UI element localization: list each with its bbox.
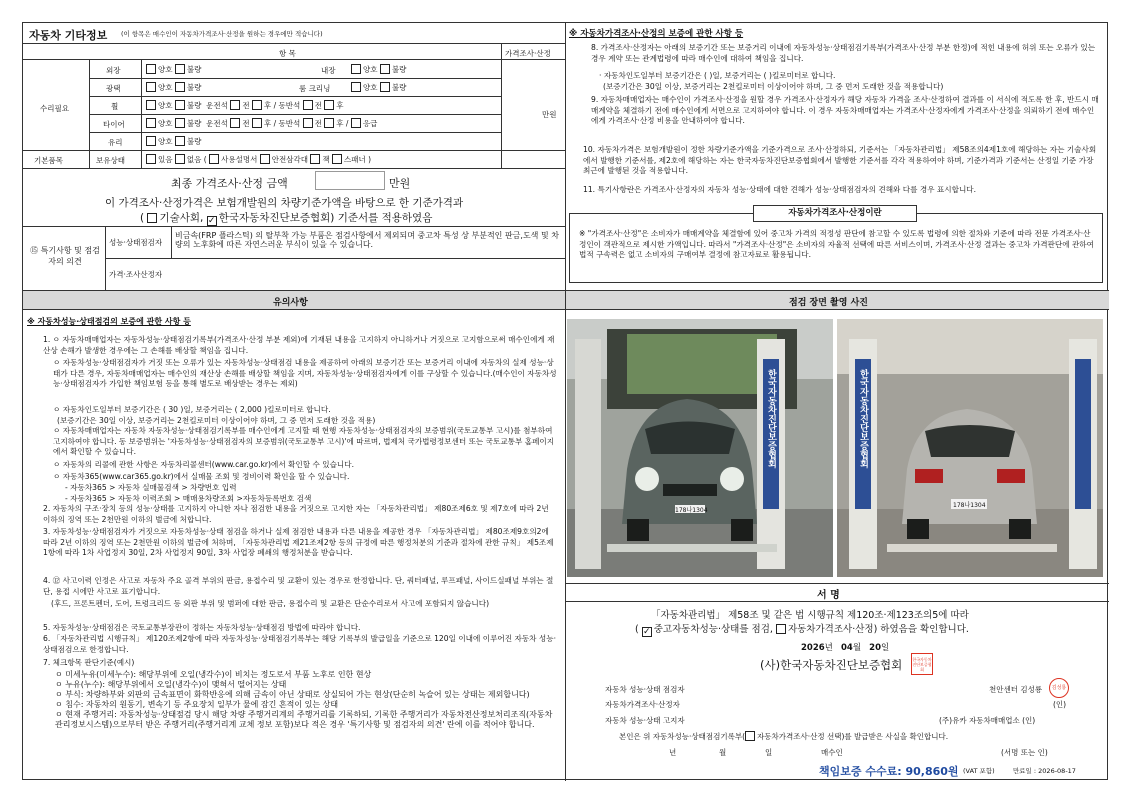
price-guarantee-title: ※ 자동차가격조사·산정의 보증에 관한 사항 등 <box>569 29 744 39</box>
sign-line-1: 「자동차관리법」 제58조 및 같은 법 시행규칙 제120조·제123조의5에 따라 <box>651 610 969 621</box>
basic-items-options: 있음 없음 ( 사용설명서 안전삼각대 잭 스패너 ) <box>146 154 371 165</box>
checkbox[interactable] <box>146 136 156 146</box>
note-7b: ㅇ 누유(누수): 해당부위에서 오일(냉각수)이 맺혀서 떨어지는 상태 <box>55 680 287 689</box>
checkbox[interactable] <box>351 64 361 74</box>
row-wheel-options: 양호 불량 운전석 전 후 / 동반석 전 후 <box>146 100 344 111</box>
final-price-label: 최종 가격조사·산정 금액 <box>171 177 288 190</box>
checkbox[interactable] <box>745 731 755 741</box>
row-exterior-options: 양호 불량 <box>146 64 201 75</box>
note-1b: ㅇ 자동차성능·상태점검자가 거짓 또는 오류가 있는 자동차성능·상태점검 내용을 제공하여 아래의 보증기간 또는 보증거리 이내에 자동차의 실제 성능·상태가 다른 경우, 자동차매매업자는 매수인의 재산상 손해를 배상할 책임을 지며, 자동차성능·상태점검자에게 이를 구상할 수 있습니다.(매수인이 자동차성능·상태점검자가 가입한 책임보험 등을 통해 별도로 배상받는 경우는 제외) <box>53 358 557 388</box>
r5-buyer: 매수인 <box>821 748 843 757</box>
checkbox[interactable] <box>209 154 219 164</box>
row-room-cleaning-options: 양호 불량 <box>351 82 406 93</box>
inspector-label: 성능·상태점검자 <box>109 238 163 247</box>
row-gloss-label: 광택 <box>106 84 121 93</box>
keep-state-label: 보유상태 <box>96 156 125 165</box>
note-1h: - 자동차365 > 자동차 실매물검색 > 차량번호 입력 <box>65 483 237 492</box>
r5-day: 일 <box>765 748 773 757</box>
checkbox[interactable] <box>310 154 320 164</box>
notes-title: ※ 자동차성능·상태점검의 보증에 관한 사항 등 <box>27 317 191 326</box>
inspection-photo-rear <box>837 319 1103 577</box>
car-front-photo-art <box>567 319 833 577</box>
price-definition-text: ※ "가격조사·산정"은 소비자가 매매계약을 체결함에 있어 중고차 가격의 적정성 판단에 참고할 수 있도록 법령에 의한 절차와 기준에 따라 전문 가격조사·산정인이 객관적으로 제시한 가액입니다. 따라서 "가격조사·산정"은 소비자의 자율적 선택에 따른 서비스이며, 가격조사·산정 결과는 중고차 가격판단에 관하여 법적 구속력은 없고 소비자의 구매여부 결정에 참고자료로 활용됩니다. <box>579 229 1094 259</box>
signature-header: 서 명 <box>817 590 840 601</box>
note-5: 5. 자동차성능·상태점검은 국토교통부장관이 정하는 자동차성능·상태점검 방법에 따라야 합니다. <box>43 623 361 632</box>
checkbox[interactable] <box>324 118 334 128</box>
note-1f: ㅇ 자동차의 리콜에 관한 사항은 자동차리콜센터(www.car.go.kr)에서 확인할 수 있습니다. <box>53 460 354 469</box>
plate-front: 178나1304 <box>675 507 708 514</box>
standard-line-1: 이 가격조사·산정가격은 보험개발원의 차량기준가액을 바탕으로 한 기준가격과 <box>105 197 464 209</box>
price-inspector-label: 가격·조사산정자 <box>109 270 163 279</box>
row-glass-options: 양호 불량 <box>146 136 201 147</box>
note-6: 6. 「자동차관리법 시행규칙」 제120조제2항에 따라 자동차성능·상태점검기록부는 해당 기록부의 발급일을 기준으로 120일 이내에 이루어진 자동차 성능·상태점검으로 한정합니다. <box>43 634 556 654</box>
checkbox[interactable] <box>230 118 240 128</box>
note-1d: (보증기간은 30일 이상, 보증거리는 2천킬로미터 이상이어야 하며, 그 중 먼저 도래한 것을 적용) <box>57 416 376 425</box>
sign-date: 2026년 04월 20일 <box>801 643 890 653</box>
final-price-input[interactable] <box>315 171 385 190</box>
note-7: 7. 체크항목 판단기준(예시) <box>43 658 135 667</box>
r5-month: 월 <box>719 748 727 757</box>
row-exterior-label: 외장 <box>106 66 121 75</box>
r5-year: 년 <box>669 748 677 757</box>
note-7d: ㅇ 침수: 자동차의 원동기, 변속기 등 주요장치 일부가 물에 잠긴 흔적이 있는 상태 <box>55 700 339 709</box>
note-1c: ㅇ 자동차인도일부터 보증기간은 ( 30 )일, 보증거리는 ( 2,000 )킬로미터로 합니다. <box>53 405 331 414</box>
org-stamp: 한국자동차진단보증협회 <box>911 653 933 675</box>
final-price-unit: 만원 <box>389 177 411 190</box>
car-rear-photo-art <box>837 319 1103 577</box>
price-item-8b: · 자동차인도일부터 보증기간은 ( )일, 보증거리는 ( )킬로미터로 합니다. <box>599 71 836 80</box>
price-item-8: 8. 가격조사·산정자는 아래의 보증기간 또는 보증거리 이내에 자동차성능·상태점검기록부(가격조사·산정 부분 한정)에 적힌 내용에 허위 또는 오류가 있는 경우 계약 또는 관계법령에 따라 매수인에 대하여 책임을 집니다. <box>591 43 1096 63</box>
r5-sign: (서명 또는 인) <box>1001 748 1048 757</box>
note-4b: (후드, 프론트펜더, 도어, 트렁크리드 등 외판 부위 및 범퍼에 대한 판금, 용접수리 및 교환은 단순수리로서 사고에 포함되지 않습니다) <box>51 599 490 608</box>
checkbox[interactable] <box>776 624 786 634</box>
inspection-photo-front <box>567 319 833 577</box>
note-1a: 1. ㅇ 자동차매매업자는 자동차성능·상태점검기록부(가격조사·산정 부분 제외)에 기재된 내용을 고지하지 아니하거나 거짓으로 고지함으로써 매수인에게 재산상 손해가 발생한 경우에는 그 손해를 배상할 책임을 집니다. <box>43 335 555 355</box>
row-gloss-options: 양호 불량 <box>146 82 201 93</box>
note-7c: ㅇ 부식: 차량하부와 외판의 금속표면이 화학반응에 의해 금속이 아닌 상태로 상실되어 가는 현상(단순히 녹슬어 있는 상태는 제외합니다) <box>55 690 530 699</box>
checkbox[interactable] <box>380 64 390 74</box>
checkbox[interactable] <box>351 82 361 92</box>
checkbox[interactable] <box>175 82 185 92</box>
checkbox-checked[interactable] <box>207 216 217 226</box>
checkbox[interactable] <box>252 118 262 128</box>
row-tire-label: 타이어 <box>103 120 125 129</box>
note-4: 4. ⑫ 사고이력 인정은 사고로 자동차 주요 골격 부위의 판금, 용접수리 및 교환이 있는 경우로 한정합니다. 단, 쿼터패널, 루프패널, 사이드실패널 부위는 절단, 용접 시에만 사고로 표기합니다. <box>43 576 554 596</box>
r2-label: 자동차가격조사·산정자 <box>605 700 680 709</box>
checkbox[interactable] <box>175 136 185 146</box>
note-7a: ㅇ 미세누유(미세누수): 해당부위에 오일(냉각수)이 비치는 정도로서 부품 노후로 인한 현상 <box>55 670 372 679</box>
checkbox[interactable] <box>351 118 361 128</box>
repair-needed-label: 수리필요 <box>40 104 69 113</box>
banner-text-left: 한국자동차진단보증협회 <box>766 369 776 468</box>
basic-items-label: 기본품목 <box>34 156 63 165</box>
checkbox[interactable] <box>147 213 157 223</box>
special-opinion-label: ⑮ 특기사항 및 점검자의 의견 <box>30 246 100 266</box>
checkbox[interactable] <box>260 154 270 164</box>
manwon-unit: 만원 <box>542 110 557 119</box>
price-definition-title: 자동차가격조사·산정이란 <box>753 205 917 222</box>
checkbox[interactable] <box>175 64 185 74</box>
row-room-cleaning-label: 룸 크리닝 <box>299 84 331 93</box>
checkbox[interactable] <box>146 82 156 92</box>
inspector-note: 비금속(FRP 플라스틱) 의 탈부착 가능 부품은 점검사항에서 제외되며 중고차 특성 상 부분적인 판금,도색 및 차량의 노후화에 따른 자연스러운 부식이 있을 수 있습니다. <box>175 231 559 249</box>
checkbox[interactable] <box>332 154 342 164</box>
note-2: 2. 자동차의 구조·장치 등의 성능·상태를 고지하지 아니한 자나 점검한 내용을 거짓으로 고지한 자는 「자동차관리법」 제80조제6호 및 제7호에 따라 2년 이하의 징역 또는 2천만원 이하의 벌금에 처합니다. <box>43 504 549 524</box>
standard-line-2: ( 기술사회, ✓ 한국자동차진단보증협회) 기준서를 적용하였음 <box>140 210 432 226</box>
row-interior-label: 내장 <box>321 66 336 75</box>
fee-label: 책임보증 수수료: 90,860원 <box>819 765 959 778</box>
checkbox[interactable] <box>175 100 185 110</box>
price-item-11: 11. 특기사항란은 가격조사·산정자의 자동차 성능·상태에 대한 견해가 성능·상태점검자의 견해와 다를 경우 표시합니다. <box>583 185 977 194</box>
checkbox[interactable] <box>146 64 156 74</box>
r4-text: 본인은 위 자동차성능·상태점검기록부( 자동차가격조사·산정 선택)를 발급받은 사실을 확인합니다. <box>619 732 949 741</box>
other-info-title: 자동차 기타정보 <box>29 29 108 42</box>
banner-text-right: 한국자동차진단보증협회 <box>858 369 868 468</box>
checkbox[interactable] <box>230 100 240 110</box>
r1-value: 천안센터 김성룡 <box>989 685 1043 694</box>
r3-label: 자동차 성능·상태 고지자 <box>605 716 685 725</box>
row-glass-label: 유리 <box>108 138 123 147</box>
checkbox[interactable] <box>146 100 156 110</box>
checkbox[interactable] <box>146 154 156 164</box>
inspector-seal: 김성룡 <box>1049 678 1069 698</box>
row-interior-options: 양호 불량 <box>351 64 406 75</box>
checkbox[interactable] <box>175 118 185 128</box>
note-3: 3. 자동차성능·상태점검자가 거짓으로 자동차성능·상태 점검을 하거나 실제 점검한 내용과 다른 내용을 제공한 경우 「자동차관리법」 제80조제9호의2에 따라 2년 이하의 징역 또는 2천만원 이하의 벌금에 처하며, 「자동차관리법 제21조제2항 등의 규정에 따른 행정처분의 기준과 절차에 관한 규칙」 제5조제1항에 따라 1차 사업정지 30일, 2차 사업정지 90일, 3차 사업장 폐쇄의 행정처분을 받습니다. <box>43 527 554 557</box>
plate-rear: 178나1304 <box>953 502 986 509</box>
note-1i: - 자동차365 > 자동차 이력조회 > 매매용차량조회 >자동차등록번호 검색 <box>65 494 312 503</box>
checkbox[interactable] <box>303 100 313 110</box>
r1-label: 자동차 성능·상태 점검자 <box>605 685 685 694</box>
row-wheel-label: 휠 <box>111 102 119 111</box>
checkbox[interactable] <box>146 118 156 128</box>
fee-vat: (VAT 포함) <box>963 767 995 775</box>
r3-value: (주)유카 자동차매매업소 (인) <box>939 716 1036 725</box>
col-item-header: 항 목 <box>279 49 296 58</box>
col-price-header: 가격조사·산정 <box>505 49 551 58</box>
note-7e: ㅇ 현재 주행거리: 자동차성능·상태점검 당시 해당 차량 주행거리계의 주행거리를 기록하되, 기록한 주행거리가 자동차전산정보처리조직(자동차관리정보시스템)으로부터 받은 주행거리(주행거리계 교체 정보 포함)보다 적은 경우 '특기사항 및 점검자의 의견' 란에 이를 적어야 합니다. <box>55 710 553 729</box>
row-tire-options: 양호 불량 운전석 전 후 / 동반석 전 후 / 응급 <box>146 118 377 129</box>
photo-header: 점검 장면 촬영 사진 <box>789 298 868 308</box>
note-1g: ㅇ 자동차365(www.car365.go.kr)에서 실매물 조회 및 정비이력 확인을 할 수 있습니다. <box>53 472 350 481</box>
r2-value: (인) <box>1053 700 1067 709</box>
sign-org: (사)한국자동차진단보증협회 <box>760 658 903 672</box>
checkbox[interactable] <box>252 100 262 110</box>
inspection-form-page <box>22 22 1108 780</box>
notes-header: 유의사항 <box>273 298 308 308</box>
fee-expire: 만료일 : 2026-08-17 <box>1013 767 1076 775</box>
price-item-9: 9. 자동차매매업자는 매수인이 가격조사·산정을 원할 경우 가격조사·산정자가 해당 자동차 가격을 조사·산정하여 결과를 이 서식에 적도록 한 후, 반드시 매매계약을 체결하기 전에 매수인에게 서면으로 고지하여야 합니다. 이 경우 자동차매매업자는 가격조사·산정자에게 가격조사·산정을 의뢰하기 전에 매수인에게 가격조사·산정 비용을 안내하여야 합니다. <box>591 95 1099 125</box>
checkbox[interactable] <box>380 82 390 92</box>
checkbox[interactable] <box>303 118 313 128</box>
note-1e: ㅇ 자동차매매업자는 자동차 자동차성능·상태점검기록부를 매수인에게 고지할 때 현행 자동차성능·상태점검자의 보증범위(국토교통부 고시)를 첨부하여 고지하여야 합니다. 동 보증범위는 '자동차성능·상태점검자의 보증범위(국토교통부 고시)'에 따르며, 법제처 국가법령정보센터 또는 국토교통부 홈페이지에서 확인할 수 있습니다. <box>53 426 555 456</box>
sign-line-2: ( ✓중고자동차성능·상태를 점검, 자동차가격조사·산정) 하였음을 확인합니다. <box>635 621 969 637</box>
checkbox[interactable] <box>175 154 185 164</box>
checkbox-checked[interactable] <box>642 627 652 637</box>
checkbox[interactable] <box>324 100 334 110</box>
other-info-note: (이 항목은 매수인이 자동차가격조사·산정을 원하는 경우에만 적습니다) <box>121 30 323 38</box>
price-item-8c: (보증기간은 30일 이상, 보증거리는 2천킬로미터 이상이어야 하며, 그 중 먼저 도래한 것을 적용합니다) <box>603 82 944 91</box>
price-item-10: 10. 자동차가격은 보험개발원이 정한 차량기준가액을 기준가격으로 조사·산정하되, 기준서는 「자동차관리법」 제58조의4제1호에 해당하는 자는 기술사회에서 발행한 기준서를, 제2호에 해당하는 자는 한국자동차진단보증협회에서 발행한 기준서를 각각 적용하여야 하며, 기준가격과 기준서는 산정일 기준 가장 최근에 발행된 것을 적용합니다. <box>583 145 1097 175</box>
